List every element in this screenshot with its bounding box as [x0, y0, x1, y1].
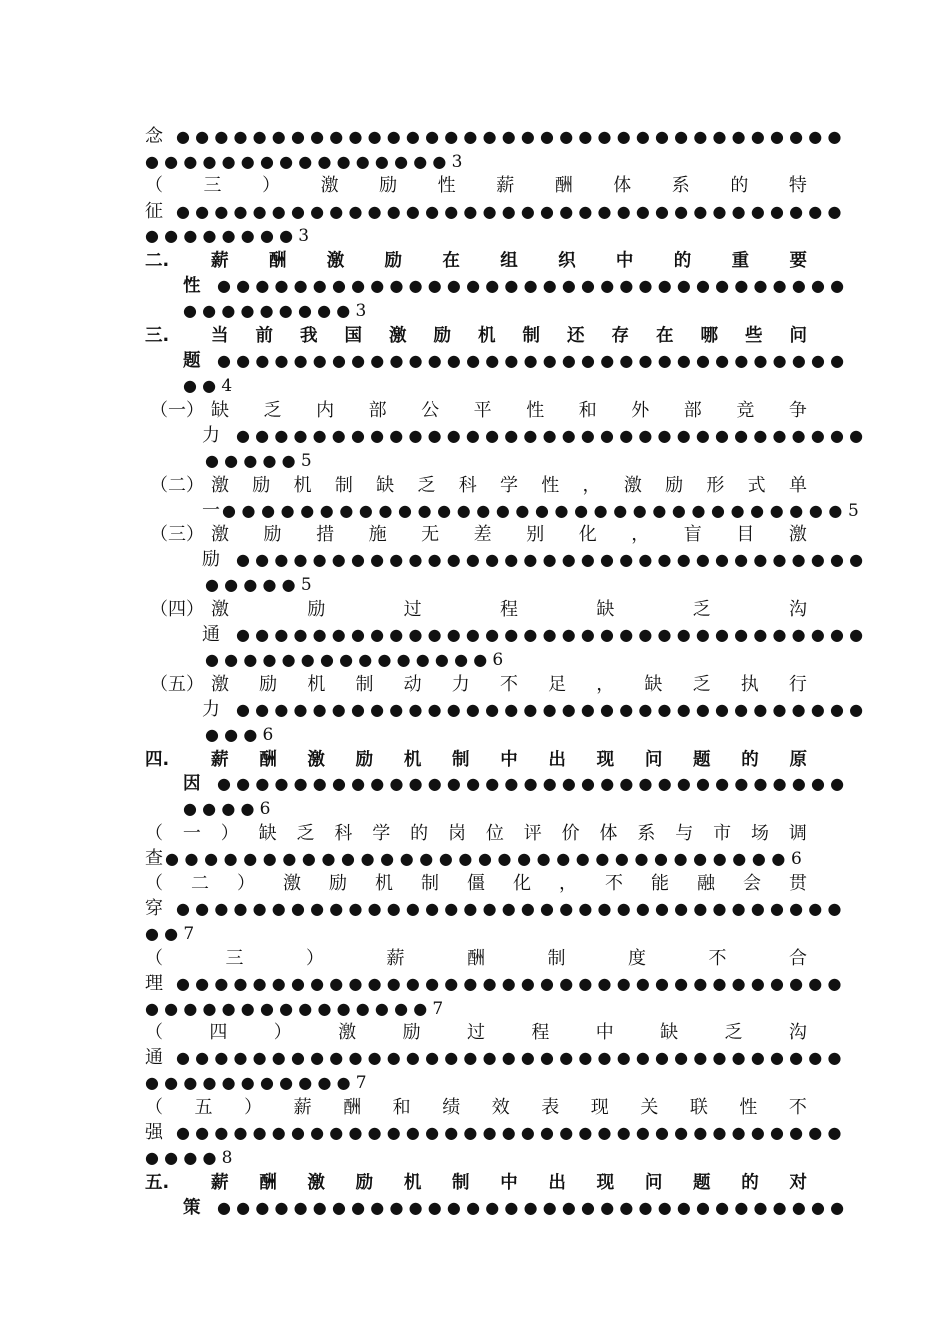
- toc-entry-text: 力: [202, 425, 220, 446]
- toc-title-char: 过: [466, 1022, 485, 1043]
- toc-title-char: 学: [499, 475, 518, 496]
- toc-leader-dots: ●●●●●●●●●●●●●●●●●●●●●●●●●●●●●●●●●: [217, 774, 850, 793]
- toc-title-char: 现: [596, 1173, 615, 1193]
- toc-title-char: 缺: [644, 674, 663, 695]
- toc-title-char: （: [145, 1022, 163, 1043]
- toc-title-char: 评: [523, 823, 542, 844]
- toc-leader-dots: ●●●●●●●●●●●●●●●●●●●●●●●●●●●●●●●●●: [236, 625, 869, 644]
- toc-entry-title: [145, 946, 807, 972]
- toc-title-char: 力: [451, 674, 470, 695]
- toc-title-char: 中: [595, 1022, 614, 1043]
- toc-title-char: ）: [273, 1022, 292, 1043]
- toc-leader-dots: ●●●●●●●●●●●7: [145, 1073, 367, 1093]
- toc-title-char: 合: [789, 948, 807, 969]
- toc-title-char: 要: [789, 251, 807, 271]
- toc-title-char: 酬: [343, 1097, 362, 1118]
- toc-title-char: 措: [316, 524, 335, 545]
- toc-title-char: 四: [209, 1022, 228, 1043]
- toc-entry-text: 性: [183, 276, 201, 296]
- toc-title-char: 题: [693, 1173, 711, 1193]
- toc-title-char: 会: [743, 873, 761, 894]
- toc-leader-dots: ●●●●●●●●●●●●●●●●●●●●●●●●●●●●●●●●●: [217, 1198, 850, 1217]
- toc-title-char: 励: [329, 873, 347, 894]
- toc-title-char: 三: [225, 948, 244, 969]
- toc-title-char: 现: [590, 1097, 609, 1118]
- toc-title-char: （: [145, 1097, 163, 1118]
- toc-title-char: 沟: [788, 1022, 807, 1043]
- toc-title-char: 性: [437, 175, 456, 196]
- toc-title-char: 与: [675, 823, 694, 844]
- toc-leader-dots: ●●●●●●●●●●●●●●●●●●●●●●●●●●●●●●●●●: [217, 351, 850, 370]
- toc-entry-title: [211, 1170, 807, 1196]
- toc-entry-text: 理: [145, 973, 163, 994]
- toc-title-char: 励: [263, 524, 282, 545]
- toc-entry-text: 强: [145, 1122, 163, 1143]
- toc-title-char: 特: [788, 175, 807, 196]
- toc-title-char: ，: [582, 475, 601, 496]
- toc-leader-dots: ●●●●●●●●●●●●●●●7: [145, 999, 444, 1019]
- toc-title-char: 励: [665, 475, 684, 496]
- toc-title-char: 联: [689, 1097, 708, 1118]
- toc-title-char: 激: [211, 599, 229, 620]
- toc-title-char: 能: [651, 873, 669, 894]
- toc-title-char: 化: [578, 524, 597, 545]
- toc-title-char: 励: [252, 475, 271, 496]
- toc-page-number: 3: [298, 226, 310, 246]
- toc-title-char: 激: [320, 175, 339, 196]
- toc-page-number: 7: [355, 1073, 367, 1093]
- toc-title-char: 题: [693, 750, 711, 770]
- toc-title-char: 机: [307, 674, 326, 695]
- toc-title-char: 形: [706, 475, 725, 496]
- toc-title-char: 不: [788, 1097, 807, 1118]
- toc-title-char: 科: [458, 475, 477, 496]
- toc-title-char: 激: [389, 326, 407, 346]
- toc-title-char: 调: [788, 823, 807, 844]
- toc-title-char: 激: [211, 524, 229, 545]
- toc-title-char: 的: [410, 823, 429, 844]
- toc-title-char: 励: [433, 326, 451, 346]
- toc-entry-title: [145, 871, 807, 897]
- toc-title-char: 岗: [448, 823, 466, 844]
- toc-title-char: 励: [259, 674, 278, 695]
- toc-entry-title: [145, 1095, 807, 1121]
- toc-title-char: 在: [442, 251, 460, 271]
- toc-title-char: 前: [255, 326, 273, 346]
- toc-title-char: 中: [500, 1173, 518, 1193]
- toc-title-char: 激: [307, 1173, 325, 1193]
- toc-title-char: 激: [326, 251, 345, 271]
- toc-title-char: 盲: [683, 524, 702, 545]
- toc-page-number: 6: [790, 849, 802, 869]
- toc-leader-dots: ●●●●●●●●●●●●●●●●●●●●●●●●●●●●●●●●●●●: [176, 1048, 847, 1067]
- toc-title-char: 机: [403, 1173, 422, 1193]
- toc-title-char: 一: [182, 823, 201, 844]
- toc-title-char: 差: [473, 524, 492, 545]
- toc-title-char: 我: [300, 326, 318, 346]
- toc-page-number: 4: [221, 376, 233, 396]
- toc-entry-title: [211, 248, 807, 274]
- toc-title-char: 争: [788, 400, 807, 421]
- toc-title-char: ）: [262, 175, 281, 196]
- toc-title-char: 重: [731, 251, 750, 271]
- toc-title-char: 些: [745, 326, 763, 346]
- toc-leader-dots: ●●●●●●●●●●●●●●●●●●●●●●●●●●●●●●●●●: [236, 700, 869, 719]
- toc-title-char: 平: [473, 400, 492, 421]
- toc-leader-dots: ●●●●●●●●●●●●●●●●●●●●●●●●●●●●●●●●●●●: [176, 1123, 847, 1142]
- toc-title-char: 机: [375, 873, 393, 894]
- toc-title-char: （: [145, 823, 163, 844]
- toc-leader-dots: ●●●●●●●●●●●●●●●●●●●●●●●●●●●●●●●●●●●: [176, 202, 847, 221]
- toc-title-char: 动: [403, 674, 422, 695]
- toc-title-char: 织: [558, 251, 576, 271]
- toc-section-number: （一）: [150, 400, 204, 421]
- toc-title-char: ）: [244, 1097, 263, 1118]
- toc-title-char: 效: [491, 1097, 510, 1118]
- toc-title-char: 关: [640, 1097, 659, 1118]
- toc-entry-title: [211, 323, 807, 349]
- toc-title-char: 五: [194, 1097, 213, 1118]
- toc-title-char: 和: [578, 400, 597, 421]
- toc-title-char: 部: [683, 400, 702, 421]
- toc-section-number: 二.: [145, 251, 170, 271]
- toc-title-char: 励: [307, 599, 326, 620]
- toc-title-char: ，: [631, 524, 650, 545]
- toc-leader-dots: ●●4: [183, 376, 233, 396]
- toc-title-char: 酬: [467, 948, 485, 969]
- toc-entry-title: [211, 672, 807, 698]
- toc-leader-dots: ●●●●●●●●●●●●●●●●●●●●●●●●●●●●●●●●●●●: [176, 899, 847, 918]
- toc-section-number: 五.: [145, 1173, 170, 1193]
- toc-title-char: 二: [191, 873, 209, 894]
- toc-title-char: 制: [334, 475, 353, 496]
- toc-title-char: 出: [548, 750, 566, 770]
- toc-title-char: 激: [211, 674, 229, 695]
- toc-title-char: 存: [611, 326, 629, 346]
- toc-title-char: 乏: [296, 823, 315, 844]
- toc-title-char: 市: [713, 823, 732, 844]
- toc-title-char: 出: [548, 1173, 566, 1193]
- toc-title-char: 乏: [724, 1022, 743, 1043]
- toc-entry-text: 通: [145, 1047, 163, 1068]
- toc-entry-title: [211, 522, 807, 548]
- toc-title-char: 励: [379, 175, 398, 196]
- toc-section-number: 三.: [145, 326, 170, 346]
- toc-entry-text: 征: [145, 201, 163, 222]
- toc-title-char: 中: [500, 750, 518, 770]
- toc-entry-title: [211, 398, 807, 424]
- toc-leader-dots: ●●●●●●●●●●●●●●●6: [205, 650, 504, 670]
- toc-leader-dots: ●●●●●5: [205, 451, 312, 471]
- toc-page-number: 5: [847, 501, 859, 521]
- toc-title-char: 励: [355, 1173, 374, 1193]
- toc-title-char: 过: [403, 599, 422, 620]
- toc-title-char: 部: [368, 400, 387, 421]
- toc-title-char: 别: [526, 524, 545, 545]
- toc-title-char: 酬: [268, 251, 287, 271]
- toc-title-char: 目: [736, 524, 755, 545]
- toc-entry-text: 念: [145, 126, 163, 147]
- toc-title-char: 足: [548, 674, 567, 695]
- toc-title-char: 现: [596, 750, 615, 770]
- toc-entry-title: [145, 1020, 807, 1046]
- toc-page-number: 7: [183, 924, 195, 944]
- toc-title-char: 酬: [259, 1173, 277, 1193]
- toc-title-char: 制: [452, 1173, 470, 1193]
- toc-section-number: （二）: [150, 475, 204, 496]
- toc-title-char: 价: [561, 823, 580, 844]
- toc-title-char: 程: [531, 1022, 550, 1043]
- toc-title-char: 化: [513, 873, 531, 894]
- toc-title-char: 薪: [211, 251, 229, 271]
- toc-title-char: 缺: [596, 599, 615, 620]
- toc-title-char: 制: [452, 750, 470, 770]
- toc-title-char: 在: [656, 326, 674, 346]
- toc-title-char: 融: [697, 873, 715, 894]
- toc-title-char: 度: [628, 948, 646, 969]
- toc-title-char: 体: [599, 823, 618, 844]
- toc-title-char: 激: [338, 1022, 357, 1043]
- toc-title-char: 竞: [736, 400, 755, 421]
- toc-entry-text: 策: [183, 1198, 201, 1218]
- toc-title-char: ）: [237, 873, 255, 894]
- toc-title-char: 激: [788, 524, 807, 545]
- toc-page-number: 5: [300, 575, 312, 595]
- toc-title-char: 行: [788, 674, 807, 695]
- toc-section-number: （三）: [150, 524, 204, 545]
- toc-leader-dots: ●●●●●●●●●●●●●●●●●●●●●●●●●●●●●●●●6: [165, 849, 802, 869]
- toc-title-char: 性: [541, 475, 560, 496]
- toc-title-char: 制: [421, 873, 439, 894]
- toc-title-char: （: [145, 873, 163, 894]
- toc-title-char: 机: [293, 475, 312, 496]
- toc-title-char: 乏: [692, 599, 711, 620]
- toc-title-char: 缺: [258, 823, 277, 844]
- toc-leader-dots: ●●●●●●●●3: [145, 226, 310, 246]
- toc-title-char: 制: [547, 948, 566, 969]
- toc-title-char: 励: [384, 251, 403, 271]
- toc-entry-text: 因: [183, 774, 201, 794]
- toc-title-char: 绩: [442, 1097, 461, 1118]
- toc-entry-text: 通: [202, 624, 220, 645]
- toc-title-char: 薪: [386, 948, 405, 969]
- toc-section-number: （四）: [150, 599, 204, 620]
- toc-title-char: 位: [485, 823, 504, 844]
- toc-title-char: 和: [392, 1097, 411, 1118]
- toc-title-char: 还: [567, 326, 585, 346]
- toc-title-char: 薪: [211, 1173, 229, 1193]
- toc-title-char: 问: [789, 326, 807, 346]
- toc-title-char: ，: [596, 674, 615, 695]
- toc-title-char: 表: [541, 1097, 560, 1118]
- toc-title-char: 外: [631, 400, 650, 421]
- toc-title-char: 沟: [788, 599, 807, 620]
- toc-entry-title: [211, 747, 807, 773]
- toc-title-char: 哪: [700, 326, 718, 346]
- toc-leader-dots: ●●●●●●●●●●●●●●●●●●●●●●●●●●●●●●●●●●●: [176, 127, 847, 146]
- toc-title-char: 薪: [496, 175, 515, 196]
- toc-title-char: 施: [368, 524, 387, 545]
- toc-entry-text: 题: [183, 351, 201, 371]
- toc-entry-title: [145, 173, 807, 199]
- toc-title-char: 当: [211, 326, 229, 346]
- toc-page-number: 3: [451, 152, 463, 172]
- toc-title-char: 缺: [211, 400, 229, 421]
- toc-entry-text: 力: [202, 699, 220, 720]
- toc-title-char: 体: [613, 175, 632, 196]
- toc-title-char: 内: [316, 400, 335, 421]
- toc-title-char: 乏: [263, 400, 282, 421]
- toc-entry-text: 查: [145, 848, 163, 869]
- toc-leader-dots: ●●●●6: [183, 799, 271, 819]
- toc-entry-text: 一: [202, 500, 220, 521]
- toc-entry-text: 励: [202, 549, 220, 570]
- toc-title-char: 问: [644, 750, 663, 770]
- toc-title-char: 的: [673, 251, 692, 271]
- toc-title-char: 原: [789, 750, 807, 770]
- toc-title-char: 僵: [467, 873, 485, 894]
- toc-title-char: 公: [421, 400, 440, 421]
- toc-leader-dots: ●●7: [145, 924, 195, 944]
- toc-title-char: 的: [741, 750, 759, 770]
- toc-leader-dots: ●●●●●5: [205, 575, 312, 595]
- toc-title-char: 缺: [660, 1022, 679, 1043]
- toc-title-char: 励: [355, 750, 374, 770]
- toc-title-char: 激: [307, 750, 325, 770]
- toc-title-char: ）: [220, 823, 239, 844]
- toc-title-char: 制: [522, 326, 540, 346]
- toc-title-char: 三: [203, 175, 222, 196]
- toc-title-char: 贯: [789, 873, 807, 894]
- toc-entry-text: 穿: [145, 898, 163, 919]
- toc-section-number: 四.: [145, 750, 170, 770]
- toc-title-char: 对: [789, 1173, 807, 1193]
- toc-title-char: 不: [499, 674, 518, 695]
- toc-section-number: （五）: [150, 674, 204, 695]
- toc-title-char: 激: [211, 475, 229, 496]
- toc-title-char: 的: [741, 1173, 759, 1193]
- toc-title-char: 性: [526, 400, 545, 421]
- toc-entry-title: [145, 821, 807, 847]
- toc-title-char: 励: [402, 1022, 421, 1043]
- toc-title-char: 的: [730, 175, 749, 196]
- toc-title-char: 薪: [211, 750, 229, 770]
- toc-leader-dots: ●●●●●●●●●●●●●●●●●●●●●●●●●●●●●●●●●: [236, 550, 869, 569]
- toc-title-char: 酬: [259, 750, 277, 770]
- toc-title-char: 乏: [417, 475, 436, 496]
- toc-title-char: 机: [478, 326, 496, 346]
- toc-leader-dots: ●●●●●●●●●●●●●●●●●●●●●●●●●●●●●●●●●: [236, 426, 869, 445]
- toc-leader-dots: ●●●●●●●●●●●●●●●●●●●●●●●●●●●●●●●●5: [222, 501, 859, 521]
- toc-title-char: 不: [605, 873, 623, 894]
- toc-page-number: 8: [221, 1148, 233, 1168]
- toc-title-char: 缺: [376, 475, 395, 496]
- toc-title-char: 不: [708, 948, 727, 969]
- toc-leader-dots: ●●●●●●●●●●●●●●●●●●●●●●●●●●●●●●●●●●●: [176, 974, 847, 993]
- toc-page-number: 7: [432, 999, 444, 1019]
- toc-title-char: ，: [559, 873, 577, 894]
- toc-title-char: 组: [500, 251, 518, 271]
- toc-title-char: 机: [403, 750, 422, 770]
- toc-leader-dots: ●●●●●●●●●●●●●●●●3: [145, 152, 463, 172]
- toc-leader-dots: ●●●●●●●●●●●●●●●●●●●●●●●●●●●●●●●●●: [217, 276, 850, 295]
- toc-title-char: 激: [283, 873, 301, 894]
- toc-title-char: 科: [334, 823, 353, 844]
- toc-title-char: 问: [644, 1173, 663, 1193]
- toc-title-char: 执: [740, 674, 759, 695]
- toc-title-char: （: [145, 948, 163, 969]
- toc-title-char: 制: [355, 674, 374, 695]
- toc-title-char: （: [145, 175, 163, 196]
- toc-title-char: 乏: [692, 674, 711, 695]
- toc-title-char: 系: [671, 175, 690, 196]
- toc-title-char: 性: [739, 1097, 758, 1118]
- toc-title-char: 中: [615, 251, 634, 271]
- toc-title-char: 单: [788, 475, 807, 496]
- toc-title-char: 场: [751, 823, 769, 844]
- toc-title-char: 激: [623, 475, 642, 496]
- toc-entry-title: [211, 473, 807, 499]
- toc-title-char: 程: [499, 599, 518, 620]
- toc-leader-dots: ●●●6: [205, 725, 274, 745]
- toc-title-char: 学: [372, 823, 391, 844]
- toc-title-char: 酬: [554, 175, 573, 196]
- toc-leader-dots: ●●●●8: [145, 1148, 233, 1168]
- toc-title-char: ）: [306, 948, 324, 969]
- toc-page-number: 6: [262, 725, 274, 745]
- toc-title-char: 国: [344, 326, 362, 346]
- toc-page-number: 6: [259, 799, 271, 819]
- toc-page-number: 5: [300, 451, 312, 471]
- toc-leader-dots: ●●●●●●●●●3: [183, 301, 367, 321]
- toc-title-char: 薪: [293, 1097, 312, 1118]
- toc-page-number: 3: [355, 301, 367, 321]
- toc-page-number: 6: [492, 650, 504, 670]
- toc-title-char: 无: [421, 524, 440, 545]
- toc-title-char: 式: [747, 475, 766, 496]
- toc-title-char: 系: [637, 823, 656, 844]
- toc-entry-title: [211, 597, 807, 623]
